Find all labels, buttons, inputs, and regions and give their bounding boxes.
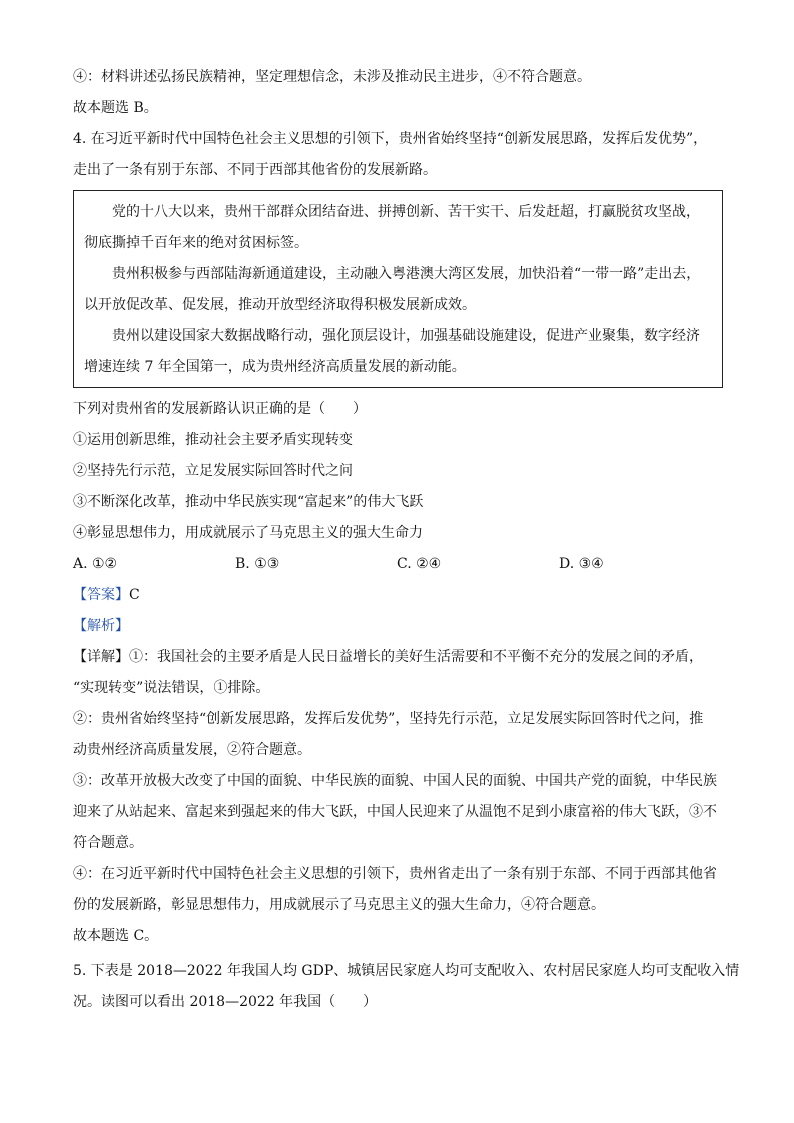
detail-text: ①：我国社会的主要矛盾是人民日益增长的美好生活需要和不平衡不充分的发展之间的矛盾， xyxy=(129,649,703,665)
q4-statement: ①运用创新思维，推动社会主要矛盾实现转变 xyxy=(73,432,353,448)
material-paragraph: 贵州以建设国家大数据战略行动，强化顶层设计，加强基础设施建设，促进产业聚集，数字经济增速连续 7 年全国第一，成为贵州经济高质量发展的新动能。 xyxy=(84,328,700,375)
q4-detail-1 xyxy=(73,642,723,673)
q4-statement: ③不断深化改革，推动中华民族实现“富起来”的伟大飞跃 xyxy=(73,494,424,510)
q3-conclusion: 故本题选 B。 xyxy=(73,100,158,116)
q4-conclusion: 故本题选 C。 xyxy=(73,928,159,944)
q4-answer xyxy=(73,580,723,611)
detail-tag: 【详解】 xyxy=(73,649,129,665)
q4-detail-3b: 迎来了从站起来、富起来到强起来的伟大飞跃，中国人民迎来了从温饱不足到小康富裕的伟大飞跃，③不 xyxy=(73,804,717,820)
q4-detail-2a: ②：贵州省始终坚持“创新发展思路，发挥后发优势”，坚持先行示范，立足发展实际回答时代之问，推 xyxy=(73,711,704,727)
q4-stem-line2: 走出了一条有别于东部、不同于西部其他省份的发展新路。 xyxy=(73,162,437,178)
q4-options xyxy=(73,549,723,580)
q4-analysis-heading xyxy=(73,611,723,642)
option-c: C. ②④ xyxy=(397,556,442,572)
answer-tag: 【答案】 xyxy=(73,587,129,603)
q3-analysis-line: ④：材料讲述弘扬民族精神，坚定理想信念，未涉及推动民主进步，④不符合题意。 xyxy=(73,69,591,85)
q4-detail-4b: 份的发展新路，彰显思想伟力，用成就展示了马克思主义的强大生命力，④符合题意。 xyxy=(73,897,605,913)
option-d: D. ③④ xyxy=(559,556,604,572)
q4-statement: ②坚持先行示范，立足发展实际回答时代之问 xyxy=(73,463,353,479)
answer-value: C xyxy=(129,587,140,603)
option-a: A. ①② xyxy=(73,556,118,572)
q4-material-box xyxy=(73,190,723,388)
q4-detail-3a: ③：改革开放极大改变了中国的面貌、中华民族的面貌、中国人民的面貌、中国共产党的面貌，中华民族 xyxy=(73,773,717,789)
material-paragraph: 党的十八大以来，贵州干部群众团结奋进、拼搏创新、苦干实干、后发赶超，打赢脱贫攻坚战，彻底撕掉千百年来的绝对贫困标签。 xyxy=(84,204,700,251)
document-page xyxy=(73,62,740,1018)
q4-stem-line1: 4. 在习近平新时代中国特色社会主义思想的引领下，贵州省始终坚持“创新发展思路，发挥后发优势”， xyxy=(73,131,708,147)
q4-detail-3c: 符合题意。 xyxy=(73,835,143,851)
option-b: B. ①③ xyxy=(235,556,280,572)
material-paragraph: 贵州积极参与西部陆海新通道建设，主动融入粤港澳大湾区发展，加快沿着“一带一路”走出去，以开放促改革、促发展，推动开放型经济取得积极发展新成效。 xyxy=(84,266,701,313)
q4-detail-1b: “实现转变”说法错误，①排除。 xyxy=(73,680,270,696)
q4-detail-4a: ④：在习近平新时代中国特色社会主义思想的引领下，贵州省走出了一条有别于东部、不同于西部其他省 xyxy=(73,866,717,882)
q5-stem-line2: 况。读图可以看出 2018—2022 年我国（ ） xyxy=(73,994,378,1010)
q4-question: 下列对贵州省的发展新路认识正确的是（ ） xyxy=(73,401,367,417)
q4-statement: ④彰显思想伟力，用成就展示了马克思主义的强大生命力 xyxy=(73,525,423,541)
q4-detail-2b: 动贵州经济高质量发展，②符合题意。 xyxy=(73,742,311,758)
q5-stem-line1: 5. 下表是 2018—2022 年我国人均 GDP、城镇居民家庭人均可支配收入、农村居民家庭人均可支配收入情 xyxy=(73,963,740,979)
analysis-tag: 【解析】 xyxy=(73,618,129,634)
